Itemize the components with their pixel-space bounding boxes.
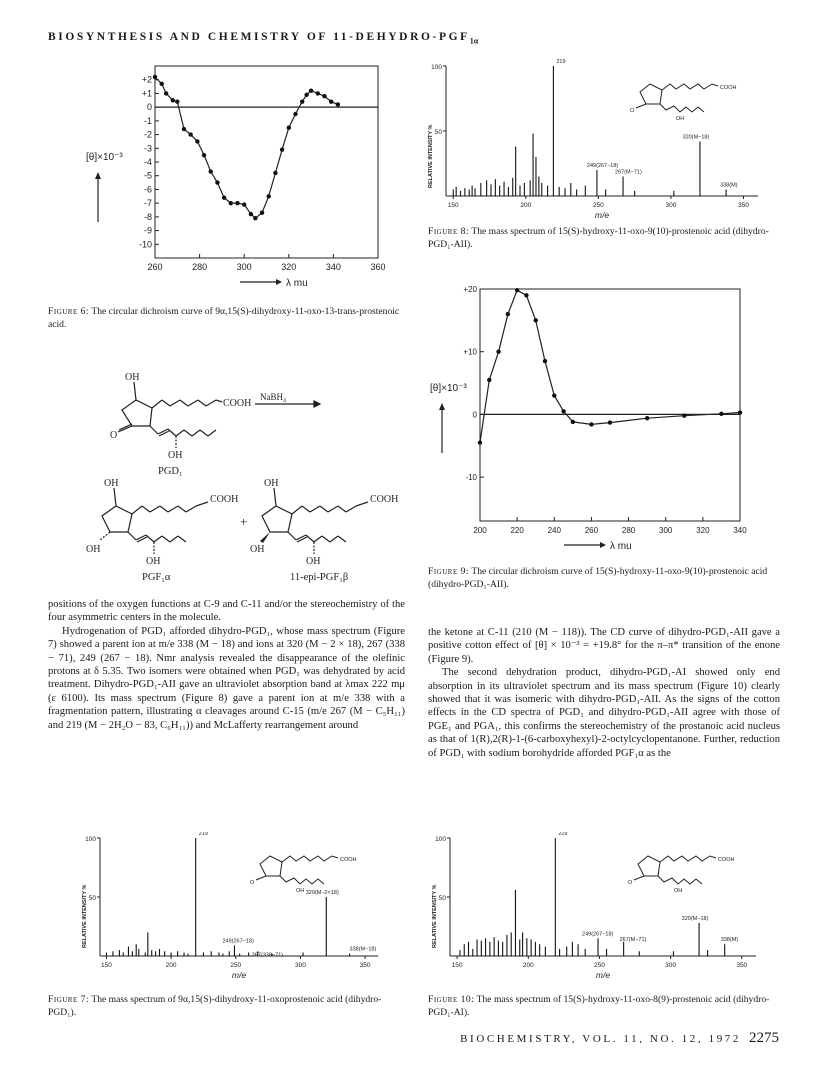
data-point [561, 409, 565, 413]
svg-text:PGD₁: PGD₁ [158, 466, 183, 477]
data-point [175, 99, 179, 103]
svg-text:OH: OH [86, 544, 101, 555]
peak-label: 219 [556, 59, 566, 65]
peak-label: 338(M) [720, 182, 738, 189]
reduction-scheme [70, 356, 415, 586]
x-axis-label: λ mu [610, 541, 632, 552]
svg-text:OH: OH [250, 544, 265, 555]
svg-text:COOH: COOH [210, 494, 239, 505]
paragraph: positions of the oxygen functions at C-9 and C-11 and/or the stereochemistry of the four asymmetric centers in the molecule. [48, 599, 405, 624]
data-point [222, 195, 226, 199]
data-point [682, 413, 686, 417]
y-tick-label: -9 [143, 225, 152, 236]
paragraph: the ketone at C-11 (210 (M − 118)). The CD curve of dihydro-PGD₁-AII gave a positive cotton effect of [θ] × 10⁻³ = +19.8° for the π–π* transition of the enone (Figure 9). [428, 627, 780, 665]
svg-text:OH: OH [104, 478, 119, 489]
data-point [287, 126, 291, 130]
x-tick-label: 240 [547, 526, 561, 535]
data-point [267, 194, 271, 198]
figure-7-caption: Figure 7: The mass spectrum of 9α,15(S)-dihydroxy-11-oxoprostenoic acid (dihydro-PGD₁). [48, 994, 382, 1018]
y-tick-label: -4 [143, 157, 152, 167]
x-tick-label: 250 [594, 962, 605, 969]
data-point [571, 420, 575, 424]
figure-7-mass-spectrum [78, 832, 398, 984]
y-tick-label: 50 [438, 895, 446, 902]
cooh-label: COOH [718, 857, 735, 863]
carbonyl [636, 104, 646, 108]
x-tick-label: 250 [592, 202, 604, 209]
plot-frame [480, 289, 740, 521]
x-tick-label: 150 [101, 962, 112, 969]
acid-chain [662, 84, 718, 90]
y-tick-label: 100 [85, 836, 96, 843]
y-tick-label: -1 [143, 115, 152, 126]
data-point [316, 91, 320, 95]
structure-inset [256, 856, 338, 884]
figure-10-mass-spectrum [428, 832, 773, 984]
peak-label: 320(M−2×18) [305, 890, 339, 896]
peak-label: 267(M−71) [619, 936, 647, 943]
y-tick-label: 50 [434, 129, 442, 136]
svg-text:OH: OH [146, 556, 161, 567]
data-point [249, 212, 253, 216]
cd-curve [155, 77, 338, 218]
x-tick-label: 200 [522, 962, 534, 969]
data-point [182, 127, 186, 131]
data-point [506, 312, 510, 316]
svg-text:OH: OH [168, 450, 183, 461]
svg-text:COOH: COOH [370, 494, 399, 505]
x-tick-label: 300 [236, 262, 252, 272]
x-tick-label: 200 [520, 202, 532, 209]
data-point [589, 422, 593, 426]
svg-text:11-epi-PGF₁β: 11-epi-PGF₁β [290, 572, 349, 583]
ring [260, 856, 282, 876]
o-label: O [628, 880, 633, 886]
data-point [209, 169, 213, 173]
data-point [309, 88, 313, 92]
cooh-label: COOH [340, 857, 357, 863]
x-tick-label: 220 [510, 526, 524, 535]
data-point [478, 440, 482, 444]
oh-label: OH [674, 888, 683, 894]
data-point [524, 293, 528, 297]
o-label: O [250, 880, 255, 886]
x-tick-label: 300 [659, 526, 673, 535]
peak-label: 338(M) [720, 937, 739, 944]
y-tick-label: 50 [88, 895, 96, 902]
cooh-label: COOH [720, 85, 737, 91]
running-header: BIOSYNTHESIS AND CHEMISTRY OF $11-DEHYDRO-PGF_{1\alpha}$ [48, 31, 479, 46]
y-tick-label: 100 [431, 64, 442, 71]
data-point [242, 202, 246, 206]
carbonyl [256, 876, 266, 880]
data-point [552, 393, 556, 397]
alkyl-chain [280, 876, 324, 884]
x-axis-title: m/e [594, 210, 610, 220]
y-axis-title: RELATIVE INTENSITY % [428, 124, 434, 188]
x-tick-label: 150 [447, 202, 459, 209]
x-tick-label: 260 [147, 262, 163, 272]
x-tick-label: 260 [584, 526, 599, 535]
alkyl-chain [658, 876, 702, 884]
svg-text:PGF₁α: PGF₁α [142, 572, 171, 583]
peak-label: 219 [198, 832, 208, 837]
figure-6-cd-chart [80, 58, 400, 290]
data-point [329, 99, 333, 103]
x-tick-label: 300 [294, 962, 306, 969]
y-tick-label: -6 [143, 184, 152, 195]
x-tick-label: 200 [165, 962, 177, 969]
y-tick-label: -2 [143, 129, 152, 140]
x-tick-label: 280 [621, 526, 636, 535]
figure-8-caption: Figure 8: The mass spectrum of 15(S)-hydroxy-11-oxo-9(10)-prostenoic acid (dihydro-PGD₁-AII). [428, 226, 769, 250]
peak-label: 267(338−71) [251, 952, 284, 959]
y-axis-label: [θ]×10⁻³ [86, 152, 123, 163]
svg-text:OH: OH [264, 478, 279, 489]
data-point [195, 139, 199, 143]
svg-text:COOH: COOH [223, 398, 252, 409]
figure-6-caption: Figure 6: The circular dichroism curve of 9α,15(S)-dihydroxy-11-oxo-13-trans-prostenoic acid. [48, 306, 400, 330]
x-tick-label: 300 [665, 962, 677, 969]
y-tick-label: +1 [141, 88, 152, 99]
figure-9-caption: Figure 9: The circular dichroism curve of 15(S)-hydroxy-11-oxo-9(10)-prostenoic acid (dihydro-PGD₁-AII). [428, 566, 768, 590]
data-point [235, 201, 239, 205]
y-tick-label: +20 [463, 285, 477, 294]
carbonyl [634, 876, 644, 880]
acid-chain [660, 856, 716, 862]
oh-label: OH [296, 888, 305, 894]
data-point [164, 91, 168, 95]
y-tick-label: -10 [465, 473, 477, 483]
x-tick-label: 340 [325, 262, 341, 272]
x-tick-label: 320 [281, 262, 297, 272]
svg-text:+: + [240, 514, 248, 529]
data-point [229, 201, 233, 205]
acid-chain [282, 856, 338, 862]
y-tick-label: +2 [141, 74, 152, 85]
data-point [273, 171, 277, 175]
figure-10-caption: Figure 10: The mass spectrum of 15(S)-hydroxy-11-oxo-8(9)-prostenoic acid (dihydro-PGD₁-AI). [428, 994, 770, 1018]
data-point [260, 211, 264, 215]
y-tick-label: 100 [435, 836, 446, 843]
x-arrow-head [600, 542, 606, 548]
y-axis-label: [θ]×10⁻³ [430, 383, 467, 394]
data-point [159, 82, 163, 86]
x-axis-label: λ mu [286, 278, 308, 289]
x-axis-title: m/e [231, 970, 247, 980]
figure-8-mass-spectrum [428, 58, 783, 220]
x-tick-label: 320 [696, 526, 710, 535]
peak-label: 320(M−18) [682, 134, 710, 141]
svg-text:O: O [110, 430, 118, 441]
paragraph: The second dehydration product, dihydro-PGD₁-AI showed only end absorption in its ultraviolet spectrum and its mass spectrum (Figure 10) clearly showed that it was isomeric with dihydro-PGD₁-AII. As the signs of the cotton effects in the CD spectra of PGD₁ and dihydro-PGD₁-AII agree with those of PGE₁ and PGA₁, this confirms the stereochemistry of the prostanoic acid nucleus as that of 1(R),2(R)-1-(6-carboxyhexyl)-2-octylcyclopentanone. Further, reduction of PGD₁ with sodium borohydride afforded PGF₁α as the [428, 667, 780, 759]
data-point [336, 102, 340, 106]
x-tick-label: 350 [736, 962, 748, 969]
y-axis-title: RELATIVE INTENSITY % [82, 884, 88, 948]
peak-label: 267(M−71) [615, 169, 642, 176]
peak-label: 249(267−18) [222, 938, 254, 945]
y-tick-label: -5 [143, 170, 152, 181]
y-tick-label: +10 [463, 347, 477, 357]
peak-label: 338(M−18) [349, 946, 377, 953]
x-tick-label: 340 [733, 526, 747, 535]
ring [638, 856, 660, 876]
data-point [515, 288, 519, 292]
data-point [215, 180, 219, 184]
data-point [719, 412, 723, 416]
structure-inset [636, 84, 718, 112]
svg-text:OH: OH [125, 372, 140, 383]
x-tick-label: 350 [359, 962, 371, 969]
y-arrow-head [95, 172, 101, 179]
x-arrow-head [276, 279, 282, 285]
y-tick-label: 0 [146, 102, 152, 113]
figure-9-cd-chart [428, 283, 758, 553]
oh-label: OH [676, 116, 685, 122]
x-axis-title: m/e [595, 970, 611, 980]
data-point [188, 132, 192, 136]
plot-frame [155, 66, 378, 258]
ring [640, 84, 662, 104]
data-point [304, 93, 308, 97]
peak-label: 219 [558, 832, 568, 837]
y-tick-label: -7 [143, 198, 152, 209]
data-point [645, 416, 649, 420]
peak-label: 249(267−18) [586, 163, 619, 169]
x-tick-label: 350 [738, 202, 749, 209]
body-text-right [428, 626, 780, 760]
y-tick-label: -3 [143, 143, 152, 154]
data-point [300, 99, 304, 103]
svg-text:NaBH₄: NaBH₄ [260, 392, 287, 402]
peak-label: 320(M−18) [681, 915, 709, 922]
data-point [171, 98, 175, 102]
data-point [153, 75, 157, 79]
x-tick-label: 150 [451, 962, 463, 969]
structure-inset [634, 856, 716, 884]
data-point [608, 420, 612, 424]
data-point [293, 112, 297, 116]
peak-label: 249(267−18) [582, 931, 614, 938]
data-point [543, 359, 547, 363]
y-tick-label: -8 [143, 211, 152, 222]
y-tick-label: 0 [472, 410, 477, 420]
x-tick-label: 360 [370, 262, 386, 272]
data-point [253, 216, 257, 220]
x-tick-label: 250 [230, 962, 242, 969]
data-point [496, 350, 500, 354]
y-axis-title: RELATIVE INTENSITY % [432, 884, 438, 948]
x-tick-label: 280 [192, 262, 208, 272]
data-point [322, 94, 326, 98]
svg-text:OH: OH [306, 556, 321, 567]
data-point [534, 318, 538, 322]
data-point [738, 410, 742, 414]
journal-footer: BIOCHEMISTRY, VOL. 11, NO. 12, 1972 2275 [460, 1030, 779, 1046]
cd-curve [480, 290, 740, 442]
data-point [487, 378, 491, 382]
x-tick-label: 300 [665, 202, 677, 209]
data-point [202, 153, 206, 157]
paragraph: Hydrogenation of PGD₁ afforded dihydro-PGD₁, whose mass spectrum (Figure 7) showed a parent ion at m/e 338 (M − 18) and ions at 320 (M − 2 × 18), 267 (338 − 71), 249 (267 − 18). Nmr analysis revealed the disappearance of the olefinic protons at δ 5.35. Two isomers were obtained when PGD₁ was dehydrated by acid treatment. Dihydro-PGD₁-AII gave an ultraviolet absorption band at λmax 222 mμ (ε 6100). Its mass spectrum (Figure 8) gave a parent ion at m/e 338 with a fragmentation pattern, illustrating α cleavages around C-15 (m/e 267 (M − C₅H₁₁) and 219 (M − 2H₂O − 83, C₆H₁₁)) and McLafferty rearrangement around [48, 625, 405, 731]
y-tick-label: -10 [138, 239, 152, 250]
o-label: O [630, 108, 635, 114]
data-point [280, 147, 284, 151]
body-text-left [48, 598, 405, 732]
y-arrow-head [439, 403, 445, 410]
x-tick-label: 200 [473, 526, 487, 535]
alkyl-chain [660, 104, 704, 112]
